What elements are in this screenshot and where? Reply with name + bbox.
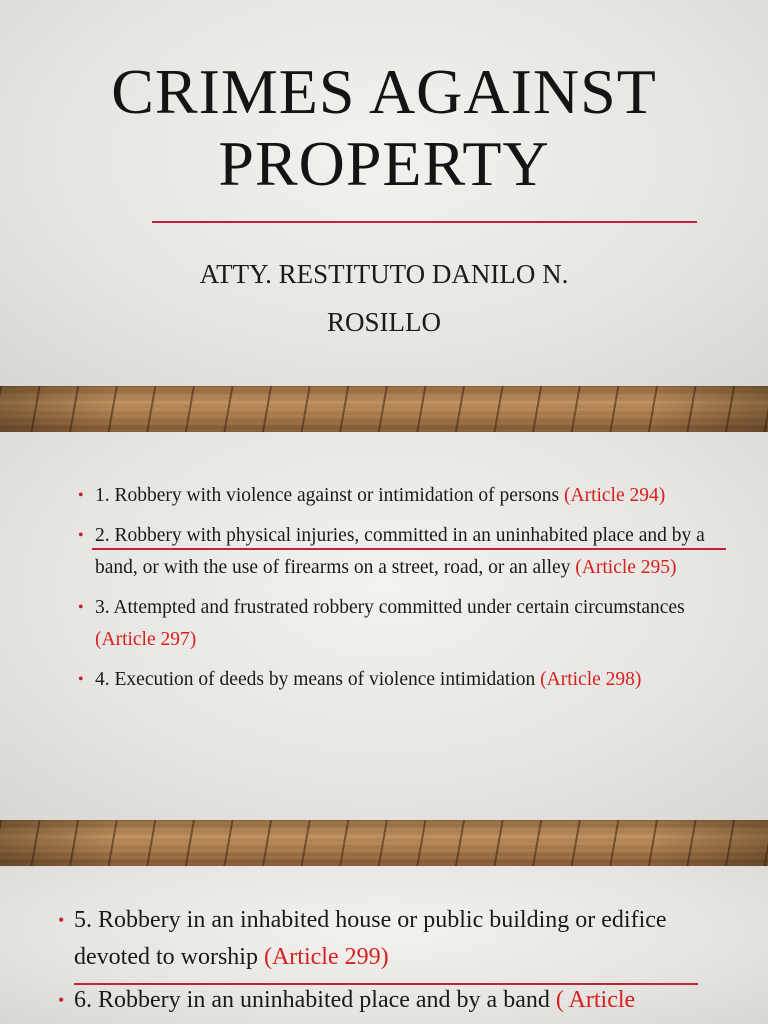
- bullet-icon: •: [78, 527, 84, 544]
- bullet-icon: •: [78, 671, 84, 688]
- content-slide-1: [0, 432, 768, 820]
- list-item-text: 2. Robbery with physical injuries, committed in an uninhabited place and by a band, or with the use of firearms on a street, road, or an alley: [95, 525, 705, 578]
- list-item: [78, 480, 728, 512]
- list-item-text: 6. Robbery in an uninhabited place and by a band: [74, 987, 556, 1013]
- wood-floor-divider: [0, 386, 768, 432]
- item-divider: [74, 983, 698, 985]
- list-item: [58, 902, 748, 976]
- list-item-text: 3. Attempted and frustrated robbery committed under certain circumstances: [95, 597, 685, 618]
- bullet-icon: •: [58, 990, 65, 1010]
- slide-title: [0, 56, 768, 200]
- list-item: [78, 592, 728, 656]
- title-divider: [152, 221, 697, 223]
- list-item: [78, 664, 728, 696]
- subtitle-line-1: ATTY. RESTITUTO DANILO N.: [199, 259, 569, 289]
- article-reference: ( Article: [555, 987, 636, 1013]
- content-slide-2: [0, 866, 768, 1024]
- list-item-text: 4. Execution of deeds by means of violence intimidation: [95, 669, 541, 690]
- crime-list: [78, 480, 728, 704]
- list-item: [78, 520, 728, 584]
- article-reference: (Article 299): [263, 944, 389, 970]
- slide-title-line-1: CRIMES AGAINST: [111, 56, 657, 127]
- bullet-icon: •: [58, 910, 65, 930]
- bullet-icon: •: [78, 487, 84, 504]
- slide-subtitle: [0, 250, 768, 346]
- wood-floor-divider: [0, 820, 768, 866]
- article-reference: (Article 298): [540, 669, 642, 690]
- article-reference: (Article 297): [95, 629, 197, 650]
- bullet-icon: •: [78, 599, 84, 616]
- title-slide: [0, 0, 768, 386]
- item-divider: [92, 548, 726, 550]
- list-item-text: 5. Robbery in an inhabited house or public building or edifice devoted to worship: [74, 907, 667, 970]
- article-reference: (Article 294): [564, 485, 666, 506]
- list-item: [58, 982, 748, 1019]
- crime-list: [58, 902, 748, 1024]
- list-item-text: 1. Robbery with violence against or intimidation of persons: [95, 485, 564, 506]
- subtitle-line-2: ROSILLO: [327, 307, 441, 337]
- slide-title-line-2: PROPERTY: [218, 128, 550, 199]
- article-reference: (Article 295): [575, 557, 677, 578]
